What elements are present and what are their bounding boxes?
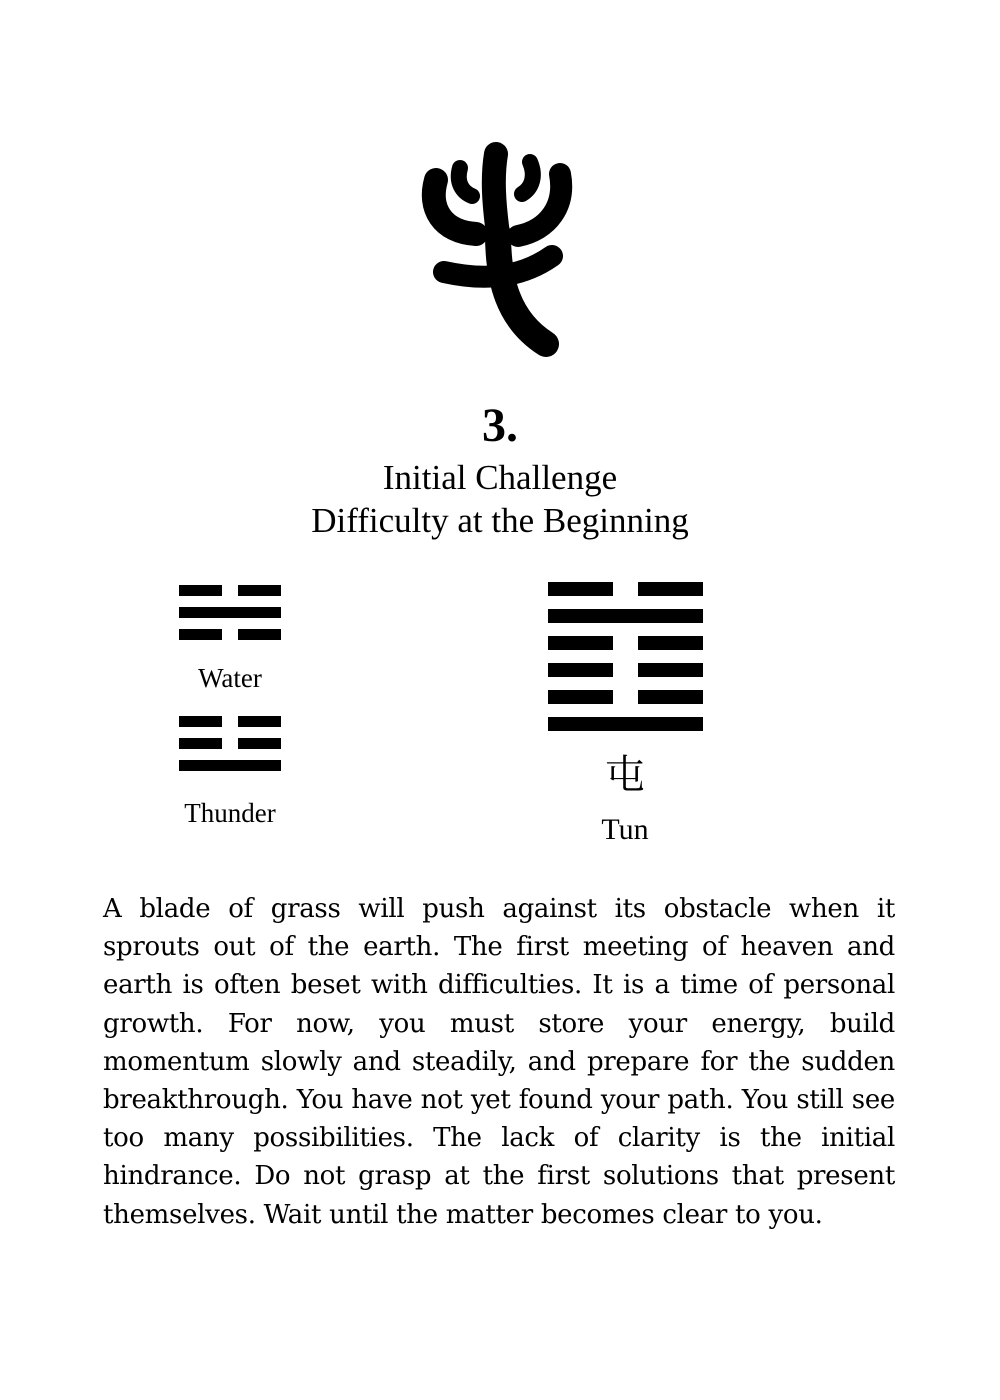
trigram-line-yin — [179, 585, 281, 596]
hexagram-icon — [548, 582, 703, 731]
upper-trigram-label: Water — [198, 663, 262, 693]
water-trigram-icon — [179, 585, 281, 640]
hexagram-subtitle: Difficulty at the Beginning — [311, 501, 689, 540]
hexagram-line-yang — [548, 609, 703, 623]
hexagram-line-yin — [548, 582, 703, 596]
thunder-trigram-icon — [179, 716, 281, 771]
hexagram-line-yin — [548, 690, 703, 704]
trigram-line-yang — [179, 760, 281, 771]
hexagram-number: 3. — [482, 399, 518, 452]
hexagram-name: Tun — [601, 813, 649, 846]
trigram-line-yin — [179, 716, 281, 727]
hexagram-line-yin — [548, 636, 703, 650]
hexagram-line-yin — [548, 663, 703, 677]
description-paragraph: A blade of grass will push against its obstacle when it sprouts out of the earth. The first meeting of heaven and earth is often beset with difficulties. It is a time of personal growth. For now, you must store your energy, build momentum slowly and steadily, and prepare for the sudden breakthrough. You have not yet found your path. You still see too many possibilities. The lack of clarity is the initial hindrance. Do not grasp at the first solutions that present themselves. Wait until the matter becomes clear to you. — [103, 894, 895, 1230]
hexagram-chinese-character: 屯 — [605, 752, 645, 798]
hexagram-title: Initial Challenge — [382, 458, 618, 497]
seal-script-character-icon — [420, 130, 580, 360]
hexagram-line-yang — [548, 717, 703, 731]
trigram-line-yin — [179, 738, 281, 749]
lower-trigram-label: Thunder — [184, 798, 276, 828]
trigram-line-yang — [179, 607, 281, 618]
trigram-line-yin — [179, 629, 281, 640]
